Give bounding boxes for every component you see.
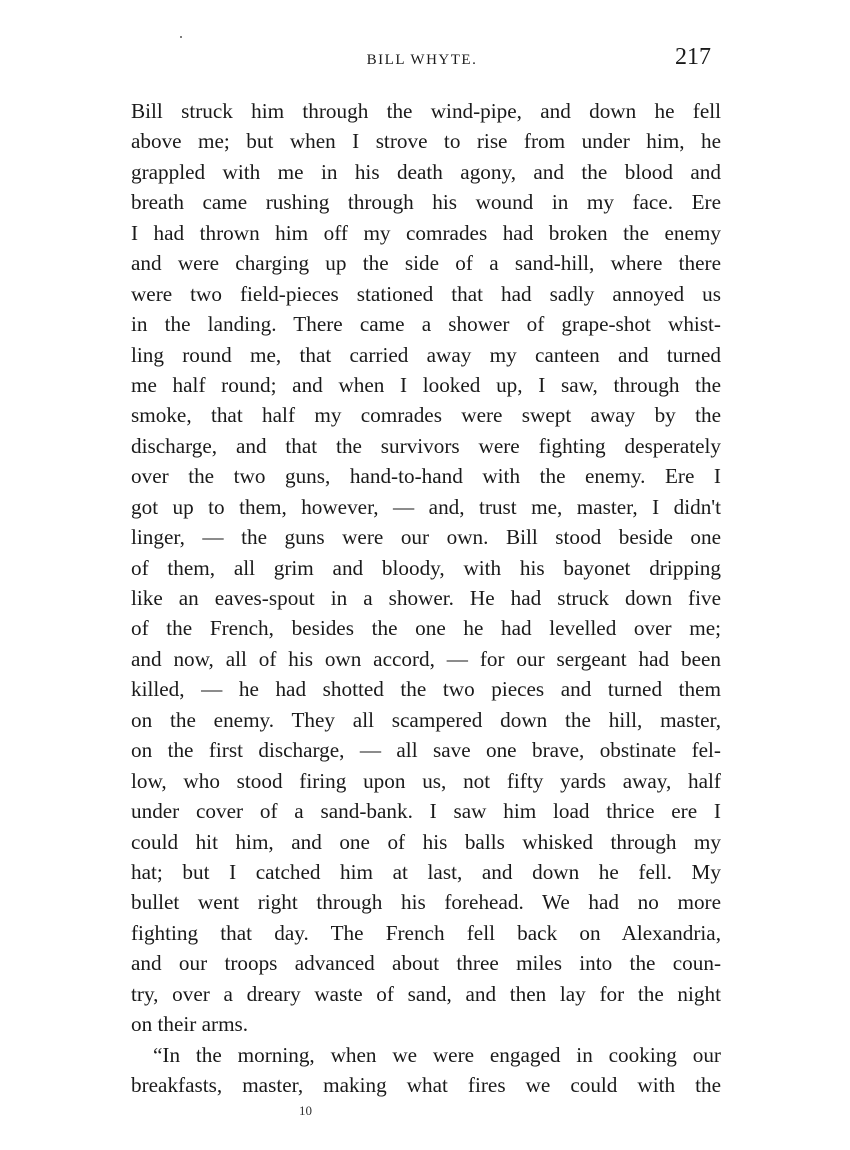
text-line: got up to them, however, — and, trust me, master, I didn't	[131, 494, 721, 519]
text-line: and our troops advanced about three miles into the coun-	[131, 951, 721, 976]
running-head	[131, 44, 713, 78]
text-line: above me; but when I strove to rise from under him, he	[131, 129, 721, 154]
text-line-paragraph-end: on their arms.	[131, 1012, 249, 1037]
body-text	[131, 96, 721, 1100]
text-line: low, who stood firing upon us, not fifty yards away, half	[131, 768, 721, 793]
text-line: breakfasts, master, making what fires we could with the	[131, 1073, 721, 1097]
text-line: on the first discharge, — all save one brave, obstinate fel-	[131, 738, 721, 763]
text-line: like an eaves-spout in a shower. He had struck down five	[131, 586, 721, 610]
text-line: and now, all of his own accord, — for our sergeant had been	[131, 646, 721, 671]
running-title: BILL WHYTE.	[366, 52, 478, 68]
text-line: killed, — he had shotted the two pieces and turned them	[131, 677, 721, 702]
text-line: ling round me, that carried away my canteen and turned	[131, 342, 721, 367]
text-line: over the two guns, hand-to-hand with the enemy. Ere I	[131, 464, 721, 489]
text-line: discharge, and that the survivors were fighting desperately	[131, 433, 721, 458]
text-line: were two field-pieces stationed that had sadly annoyed us	[131, 281, 721, 306]
text-line: Bill struck him through the wind-pipe, and down he fell	[131, 99, 721, 123]
print-speck	[180, 36, 182, 38]
text-line: me half round; and when I looked up, I saw, through the	[131, 372, 721, 397]
text-line: fighting that day. The French fell back on Alexandria,	[131, 920, 721, 945]
text-line: linger, — the guns were our own. Bill stood beside one	[131, 525, 721, 550]
text-line: try, over a dreary waste of sand, and then lay for the night	[131, 981, 721, 1006]
text-line: of them, all grim and bloody, with his bayonet dripping	[131, 555, 721, 580]
text-line: could hit him, and one of his balls whisked through my	[131, 829, 721, 854]
text-line: and were charging up the side of a sand-hill, where there	[131, 251, 721, 276]
signature-mark: 10	[299, 1103, 312, 1118]
text-line: bullet went right through his forehead. We had no more	[131, 890, 721, 915]
text-line: under cover of a sand-bank. I saw him load thrice ere I	[131, 799, 721, 824]
text-line: hat; but I catched him at last, and down he fell. My	[131, 859, 721, 884]
text-line: on the enemy. They all scampered down the hill, master,	[131, 707, 721, 732]
text-line-paragraph-start: “In the morning, when we were engaged in cooking our	[153, 1042, 721, 1067]
text-line: in the landing. There came a shower of grape-shot whist-	[131, 312, 721, 337]
text-line: breath came rushing through his wound in my face. Ere	[131, 190, 721, 215]
text-line: smoke, that half my comrades were swept away by the	[131, 403, 721, 428]
page-number: 217	[675, 44, 711, 70]
text-line: grappled with me in his death agony, and the blood and	[131, 159, 721, 184]
text-line: I had thrown him off my comrades had broken the enemy	[131, 220, 721, 245]
text-line: of the French, besides the one he had levelled over me;	[131, 616, 721, 641]
